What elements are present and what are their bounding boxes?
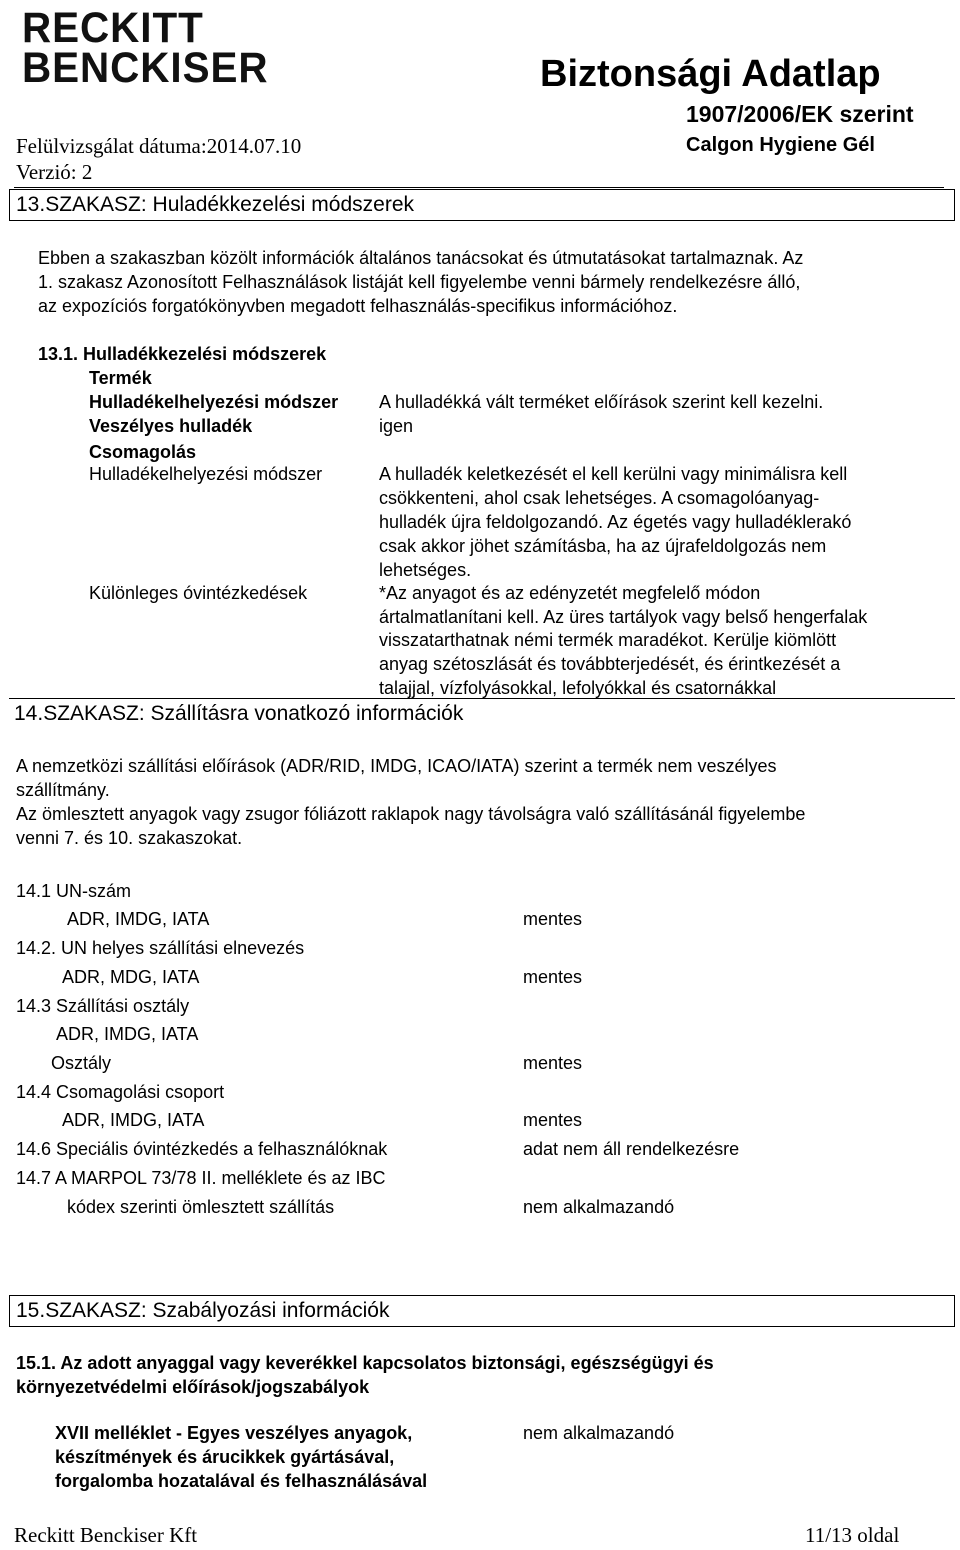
- version: Verzió: 2: [16, 160, 93, 184]
- section-15-heading: 15.SZAKASZ: Szabályozási információk: [16, 1299, 390, 1322]
- subsection-15-1-heading: 15.1. Az adott anyaggal vagy keverékkel kapcsolatos biztonsági, egészségügyi és: [16, 1353, 714, 1373]
- transport-class-mode: ADR, IMDG, IATA: [56, 1024, 199, 1044]
- packaging-disposal-line: hulladék újra feldolgozandó. Az égetés vagy hulladéklerakó: [379, 512, 852, 532]
- section-13-heading: 13.SZAKASZ: Huladékkezelési módszerek: [16, 193, 415, 216]
- shipping-name-value: mentes: [523, 967, 583, 987]
- hazardous-waste-value: igen: [379, 416, 414, 436]
- marpol-value: nem alkalmazandó: [523, 1197, 675, 1217]
- logo-text-line2: BENCKISER: [22, 44, 269, 92]
- packaging-disposal-line: A hulladék keletkezését el kell kerülni vagy minimálisra kell: [379, 464, 848, 484]
- packing-group-mode: ADR, IMDG, IATA: [62, 1110, 205, 1130]
- packaging-disposal-line: csökkenteni, ahol csak lehetséges. A csomagolóanyag-: [379, 488, 820, 508]
- un-number-mode: ADR, IMDG, IATA: [67, 909, 210, 929]
- packing-group-value: mentes: [523, 1110, 583, 1130]
- logo-text-line1: RECKITT: [22, 4, 204, 52]
- special-precautions-line: *Az anyagot és az edényzetét megfelelő módon: [379, 583, 761, 603]
- section-13-heading-box: [9, 189, 955, 221]
- header-divider: [14, 187, 944, 188]
- packaging-disposal-label: Hulladékelhelyezési módszer: [89, 464, 323, 484]
- special-precautions-users-label: 14.6 Speciális óvintézkedés a felhasználóknak: [16, 1139, 388, 1159]
- transport-class-label: 14.3 Szállítási osztály: [16, 996, 190, 1016]
- hazardous-waste-label: Veszélyes hulladék: [89, 416, 253, 436]
- annex-xvii-line: XVII melléklet - Egyes veszélyes anyagok,: [55, 1423, 413, 1443]
- annex-xvii-line: készítmények és árucikkek gyártásával,: [55, 1447, 395, 1467]
- disposal-method-value: A hulladékká vált terméket előírások szerint kell kezelni.: [379, 392, 824, 412]
- revision-date: Felülvizsgálat dátuma:2014.07.10: [16, 134, 302, 158]
- section-14-intro-line: Az ömlesztett anyagok vagy zsugor fóliázott raklapok nagy távolságra való szállításánál figyelembe: [16, 804, 806, 824]
- special-precautions-line: ártalmatlanítani kell. Az üres tartályok vagy belső hengerfalak: [379, 607, 868, 627]
- disposal-method-label: Hulladékelhelyezési módszer: [89, 392, 339, 412]
- marpol-label-continued: kódex szerinti ömlesztett szállítás: [67, 1197, 335, 1217]
- annex-xvii-value: nem alkalmazandó: [523, 1423, 675, 1443]
- special-precautions-line: visszatarthatnak némi termék maradékot. Kerülje kiömlött: [379, 630, 837, 650]
- subsection-13-1-heading: 13.1. Hulladékkezelési módszerek: [38, 344, 327, 364]
- transport-class-sub-label: Osztály: [51, 1053, 112, 1073]
- special-precautions-line: talajjal, vízfolyásokkal, lefolyókkal és csatornákkal: [379, 678, 777, 698]
- transport-class-value: mentes: [523, 1053, 583, 1073]
- annex-xvii-line: forgalomba hozatalával és felhasználásával: [55, 1471, 428, 1491]
- company-logo: [22, 4, 269, 92]
- special-precautions-line: anyag szétoszlását és továbbterjedését, és érintkezését a: [379, 654, 841, 674]
- packing-group-label: 14.4 Csomagolási csoport: [16, 1082, 225, 1102]
- special-precautions-label: Különleges óvintézkedések: [89, 583, 308, 603]
- section-13-intro-line: az expozíciós forgatókönyvben megadott felhasználás-specifikus információhoz.: [38, 296, 678, 316]
- footer-company: Reckitt Benckiser Kft: [14, 1523, 198, 1547]
- regulation-reference: 1907/2006/EK szerint: [686, 101, 914, 127]
- section-13-intro-line: 1. szakasz Azonosított Felhasználások listáját kell figyelembe venni bármely rendelkezésre álló,: [38, 272, 801, 292]
- un-number-value: mentes: [523, 909, 583, 929]
- section-13-intro-line: Ebben a szakaszban közölt információk általános tanácsokat és útmutatásokat tartalmaznak. Az: [38, 248, 804, 268]
- footer-page-number: 11/13 oldal: [805, 1523, 900, 1547]
- shipping-name-label: 14.2. UN helyes szállítási elnevezés: [16, 938, 305, 958]
- packaging-disposal-line: lehetséges.: [379, 560, 472, 580]
- subsection-15-1-heading-continued: környezetvédelmi előírások/jogszabályok: [16, 1377, 370, 1397]
- shipping-name-mode: ADR, MDG, IATA: [62, 967, 200, 987]
- section-14-heading: 14.SZAKASZ: Szállításra vonatkozó információk: [14, 702, 464, 725]
- section-14-intro-line: szállítmány.: [16, 780, 110, 800]
- marpol-label: 14.7 A MARPOL 73/78 II. melléklete és az IBC: [16, 1168, 386, 1188]
- section-14-intro-line: venni 7. és 10. szakaszokat.: [16, 828, 243, 848]
- section-15-heading-box: [9, 1295, 955, 1327]
- packaging-disposal-line: csak akkor jöhet számításba, ha az újrafeldolgozás nem: [379, 536, 827, 556]
- packaging-label: Csomagolás: [89, 442, 197, 462]
- section-14-heading-box: [9, 698, 955, 730]
- product-label: Termék: [89, 368, 152, 388]
- section-14-intro-line: A nemzetközi szállítási előírások (ADR/RID, IMDG, ICAO/IATA) szerint a termék nem veszélyes: [16, 756, 777, 776]
- un-number-label: 14.1 UN-szám: [16, 881, 132, 901]
- special-precautions-users-value: adat nem áll rendelkezésre: [523, 1139, 740, 1159]
- product-name: Calgon Hygiene Gél: [686, 134, 875, 156]
- document-title: Biztonsági Adatlap: [540, 53, 881, 95]
